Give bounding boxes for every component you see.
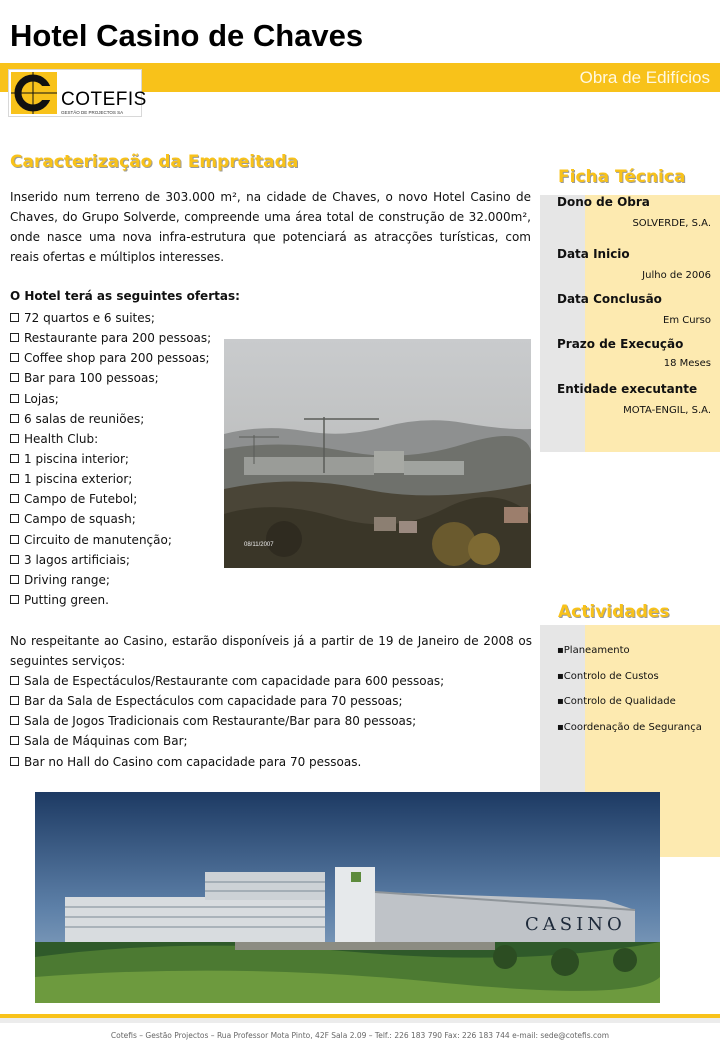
checkbox-bullet-icon	[10, 555, 19, 564]
checkbox-bullet-icon	[10, 414, 19, 423]
actividade-item: ▪Controlo de Qualidade	[557, 696, 676, 707]
section-heading-caracterizacao: Caracterização da Empreitada	[10, 152, 299, 172]
list-item: 72 quartos e 6 suites;	[10, 308, 225, 328]
checkbox-bullet-icon	[10, 474, 19, 483]
checkbox-bullet-icon	[10, 696, 19, 705]
list-item: Campo de Futebol;	[10, 489, 225, 509]
checkbox-bullet-icon	[10, 353, 19, 362]
checkbox-bullet-icon	[10, 514, 19, 523]
logo-wordmark: COTEFIS	[61, 89, 147, 110]
ficha-value-entidade-executante: MOTA-ENGIL, S.A.	[623, 405, 711, 416]
checkbox-bullet-icon	[10, 313, 19, 322]
checkbox-bullet-icon	[10, 575, 19, 584]
construction-photo	[224, 339, 531, 568]
ficha-value-data-conclusao: Em Curso	[663, 315, 711, 326]
footer-contact: Cotefis – Gestão Projectos – Rua Professor Mota Pinto, 42F Sala 2.09 – Telf.: 226 183 790 Fax: 226 183 744 e-mail: sede@cotefis.com	[110, 1031, 610, 1040]
section-heading-actividades: Actividades	[558, 602, 670, 622]
ficha-label-entidade-executante: Entidade executante	[557, 382, 698, 396]
ficha-value-data-inicio: Julho de 2006	[642, 270, 711, 281]
checkbox-bullet-icon	[10, 394, 19, 403]
list-item: Campo de squash;	[10, 509, 225, 529]
list-item: 6 salas de reuniões;	[10, 409, 225, 429]
section-heading-ficha-tecnica: Ficha Técnica	[558, 167, 686, 187]
casino-sign-text: CASINO	[525, 914, 626, 935]
list-item: Sala de Máquinas com Bar;	[10, 731, 530, 751]
company-logo	[8, 69, 147, 117]
checkbox-bullet-icon	[10, 494, 19, 503]
offers-list	[10, 308, 225, 610]
checkbox-bullet-icon	[10, 434, 19, 443]
checkbox-bullet-icon	[10, 333, 19, 342]
checkbox-bullet-icon	[10, 535, 19, 544]
checkbox-bullet-icon	[10, 373, 19, 382]
list-item: Lojas;	[10, 389, 225, 409]
logo-subtitle: GESTÃO DE PROJECTOS SA	[61, 110, 124, 115]
footer-grey-line	[0, 1018, 720, 1023]
list-item: Bar da Sala de Espectáculos com capacidade para 70 pessoas;	[10, 691, 530, 711]
list-item: 1 piscina interior;	[10, 449, 225, 469]
list-item: Coffee shop para 200 pessoas;	[10, 348, 225, 368]
checkbox-bullet-icon	[10, 595, 19, 604]
offers-title: O Hotel terá as seguintes ofertas:	[10, 289, 240, 303]
checkbox-bullet-icon	[10, 676, 19, 685]
list-item: Circuito de manutenção;	[10, 530, 225, 550]
ficha-panel-grey	[540, 195, 585, 452]
actividade-item: ▪Planeamento	[557, 645, 630, 656]
actividade-item: ▪Controlo de Custos	[557, 671, 659, 682]
checkbox-bullet-icon	[10, 736, 19, 745]
ficha-value-prazo-execucao: 18 Meses	[663, 358, 711, 369]
photo-date-stamp: 08/11/2007	[244, 542, 274, 548]
list-item: Driving range;	[10, 570, 225, 590]
checkbox-bullet-icon	[10, 757, 19, 766]
category-label: Obra de Edifícios	[579, 68, 710, 87]
hotel-rendering-image	[35, 792, 660, 1003]
list-item: Sala de Jogos Tradicionais com Restaurante/Bar para 80 pessoas;	[10, 711, 530, 731]
ficha-value-dono-obra: SOLVERDE, S.A.	[632, 218, 711, 229]
list-item: Putting green.	[10, 590, 225, 610]
list-item: Bar para 100 pessoas;	[10, 368, 225, 388]
list-item: Sala de Espectáculos/Restaurante com capacidade para 600 pessoas;	[10, 671, 530, 691]
page-title: Hotel Casino de Chaves	[10, 18, 364, 53]
list-item: 1 piscina exterior;	[10, 469, 225, 489]
ficha-label-data-conclusao: Data Conclusão	[557, 292, 662, 306]
casino-paragraph: No respeitante ao Casino, estarão disponíveis já a partir de 19 de Janeiro de 2008 os seguintes serviços:	[10, 634, 532, 668]
list-item: Bar no Hall do Casino com capacidade para 70 pessoas.	[10, 752, 530, 772]
actividade-item: ▪Coordenação de Segurança	[557, 722, 702, 733]
ficha-label-data-inicio: Data Inicio	[557, 247, 630, 261]
list-item: Health Club:	[10, 429, 225, 449]
ficha-label-prazo-execucao: Prazo de Execução	[557, 337, 684, 351]
logo-c-icon	[11, 72, 57, 114]
list-item: 3 lagos artificiais;	[10, 550, 225, 570]
intro-paragraph: Inserido num terreno de 303.000 m², na cidade de Chaves, o novo Hotel Casino de Chaves, do Grupo Solverde, compreende uma área total de construção de 32.000m², onde nasce uma nova infra-estrutura que potenciará as atracções turísticas, com reais ofertas e múltiplos interesses.	[10, 190, 531, 264]
checkbox-bullet-icon	[10, 454, 19, 463]
casino-services-list	[10, 671, 530, 772]
checkbox-bullet-icon	[10, 716, 19, 725]
list-item: Restaurante para 200 pessoas;	[10, 328, 225, 348]
ficha-label-dono-obra: Dono de Obra	[557, 195, 650, 209]
